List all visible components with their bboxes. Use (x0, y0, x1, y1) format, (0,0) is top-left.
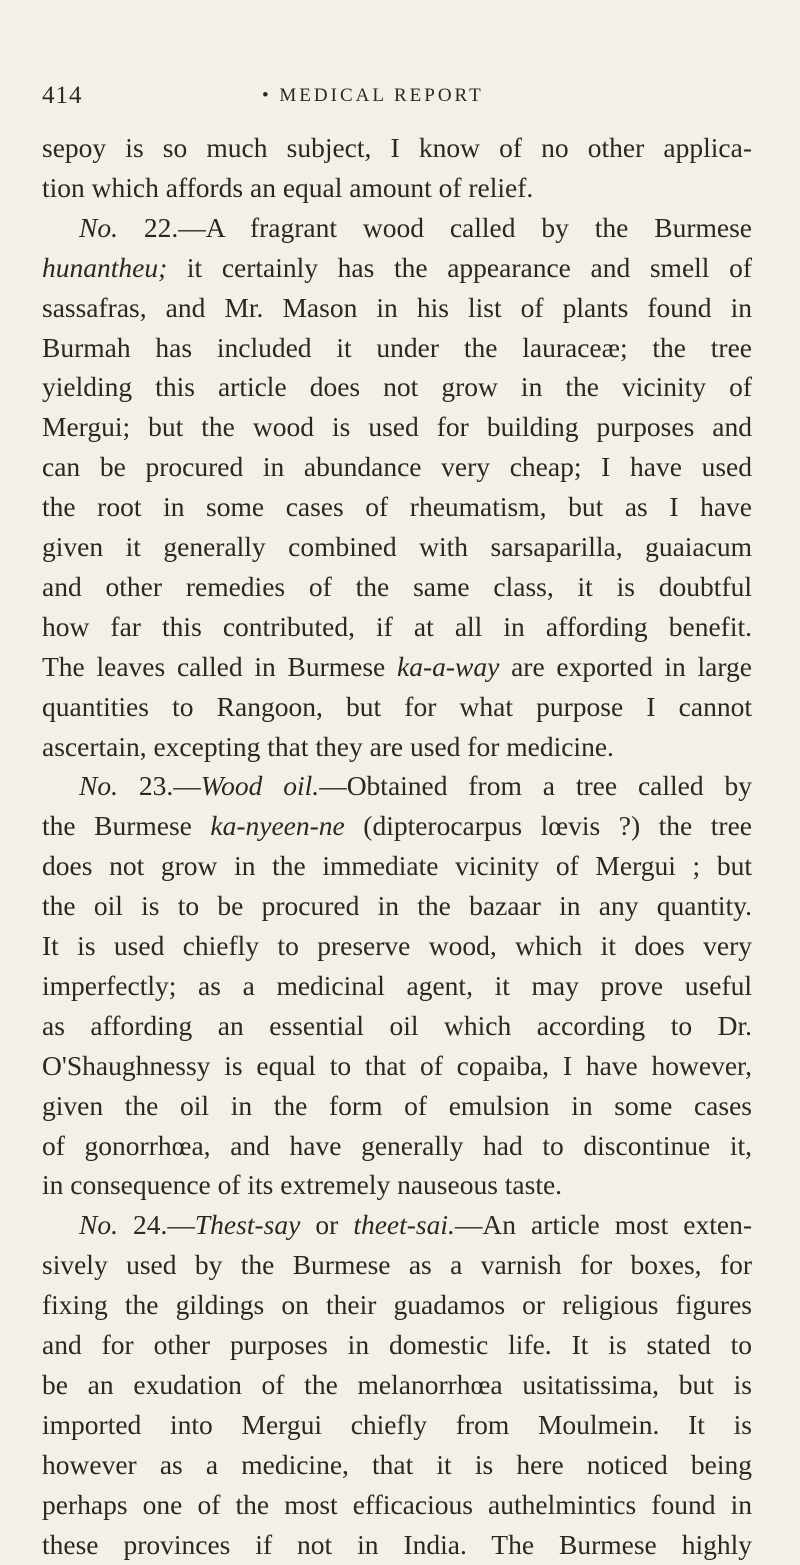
text-line (42, 1046, 752, 1086)
text-fragment: The leaves called in Burmese (42, 650, 398, 682)
text-fragment: imported into Mergui chiefly from Moulmein. It is (42, 1408, 752, 1440)
text-fragment: perhaps one of the most efficacious authelmintics found in (42, 1488, 752, 1520)
text-line (42, 1485, 752, 1525)
text-line (42, 1325, 752, 1365)
text-line (42, 248, 752, 288)
text-line (42, 647, 752, 687)
text-line (42, 567, 752, 607)
text-fragment: Burmah has included it under the lauraceæ; the tree (42, 331, 752, 363)
text-fragment: It is used chiefly to preserve wood, which it does very (42, 930, 752, 961)
text-fragment: Mergui; but the wood is used for building purposes and (42, 411, 752, 443)
text-line (42, 1365, 752, 1405)
text-fragment: given it generally combined with sarsaparilla, guaiacum (42, 531, 752, 562)
italic-text: No. (79, 770, 118, 802)
italic-text: hunantheu; (42, 251, 168, 283)
text-line (42, 447, 752, 487)
italic-text: ka-a-way (397, 650, 500, 682)
text-fragment: and other remedies of the same class, it is doubtful (42, 570, 752, 602)
text-fragment: fixing the gildings on their guadamos or religious figures (42, 1289, 752, 1321)
text-line (79, 208, 752, 248)
text-line (42, 687, 752, 727)
text-line (42, 806, 752, 846)
text-fragment: or (300, 1209, 354, 1241)
text-line (42, 1405, 752, 1445)
text-fragment: sively used by the Burmese as a varnish for boxes, for (42, 1249, 752, 1281)
italic-text: No. (79, 1209, 118, 1241)
text-fragment: given the oil in the form of emulsion in some cases (42, 1089, 752, 1121)
text-line (42, 846, 752, 886)
text-fragment: be an exudation of the melanorrhœa usitatissima, but is (42, 1368, 752, 1400)
text-line (42, 1006, 752, 1046)
text-line (42, 727, 614, 767)
text-line (42, 288, 752, 328)
text-line (42, 1086, 752, 1126)
text-line (42, 128, 752, 168)
text-line (79, 766, 752, 806)
text-fragment: does not grow in the immediate vicinity of Mergui ; but (42, 850, 752, 882)
text-fragment: however as a medicine, that it is here noticed being (42, 1448, 752, 1480)
text-fragment: the Burmese (42, 810, 211, 842)
text-fragment: and for other purposes in domestic life. It is stated to (42, 1329, 752, 1360)
text-line (42, 966, 752, 1006)
text-fragment: —An article most exten- (454, 1209, 753, 1241)
text-fragment: it certainly has the appearance and smell of (167, 251, 752, 283)
text-line (42, 1285, 752, 1325)
text-line (42, 886, 752, 926)
text-fragment: 23.— (117, 770, 201, 802)
text-fragment: how far this contributed, if at all in affording benefit. (42, 610, 752, 642)
text-fragment: can be procured in abundance very cheap; I have used (42, 451, 752, 483)
text-line (42, 1245, 752, 1285)
italic-text: theet-sai. (353, 1209, 455, 1241)
italic-text: No. (79, 211, 118, 243)
text-fragment: of gonorrhœa, and have generally had to discontinue it, (42, 1129, 752, 1161)
text-fragment: sepoy is so much subject, I know of no other applica- (42, 132, 752, 163)
text-line (42, 607, 752, 647)
text-fragment: ascertain, excepting that they are used for medicine. (42, 730, 614, 762)
text-line (42, 168, 533, 208)
text-line (42, 926, 752, 966)
text-fragment: the root in some cases of rheumatism, but as I have (42, 491, 752, 523)
text-fragment: are exported in large (499, 650, 752, 682)
text-line (42, 1126, 752, 1166)
text-line (79, 1205, 752, 1245)
text-line (42, 328, 752, 368)
text-fragment: as affording an essential oil which according to Dr. (42, 1009, 752, 1041)
text-fragment: yielding this article does not grow in the vicinity of (42, 371, 752, 403)
running-head: • MEDICAL REPORT (262, 85, 484, 106)
text-fragment: these provinces if not in India. The Burmese highly (42, 1528, 752, 1560)
text-fragment: tion which affords an equal amount of relief. (42, 171, 534, 203)
text-line (42, 407, 752, 447)
text-fragment: quantities to Rangoon, but for what purpose I cannot (42, 690, 752, 722)
italic-text: Wood oil. (200, 770, 320, 802)
text-line (42, 1445, 752, 1485)
text-fragment: imperfectly; as a medicinal agent, it may prove useful (42, 969, 752, 1001)
text-line (42, 367, 752, 407)
text-fragment: 22.—A fragrant wood called by the Burmese (117, 211, 752, 243)
text-line (42, 527, 752, 567)
text-line (42, 1165, 562, 1205)
page-number: 414 (42, 82, 83, 109)
text-fragment: (dipterocarpus lœvis ?) the tree (344, 810, 752, 842)
text-fragment: O'Shaughnessy is equal to that of copaiba, I have however, (42, 1049, 752, 1081)
page-header (42, 82, 742, 116)
text-fragment: 24.— (117, 1209, 195, 1241)
italic-text: Thest-say (194, 1209, 301, 1241)
text-line (42, 487, 752, 527)
text-fragment: the oil is to be procured in the bazaar in any quantity. (42, 890, 752, 922)
text-fragment: in consequence of its extremely nauseous taste. (42, 1169, 563, 1201)
text-fragment: —Obtained from a tree called by (319, 770, 752, 802)
text-fragment: sassafras, and Mr. Mason in his list of plants found in (42, 291, 752, 323)
italic-text: ka-nyeen-ne (210, 810, 345, 842)
text-line (42, 1525, 752, 1565)
